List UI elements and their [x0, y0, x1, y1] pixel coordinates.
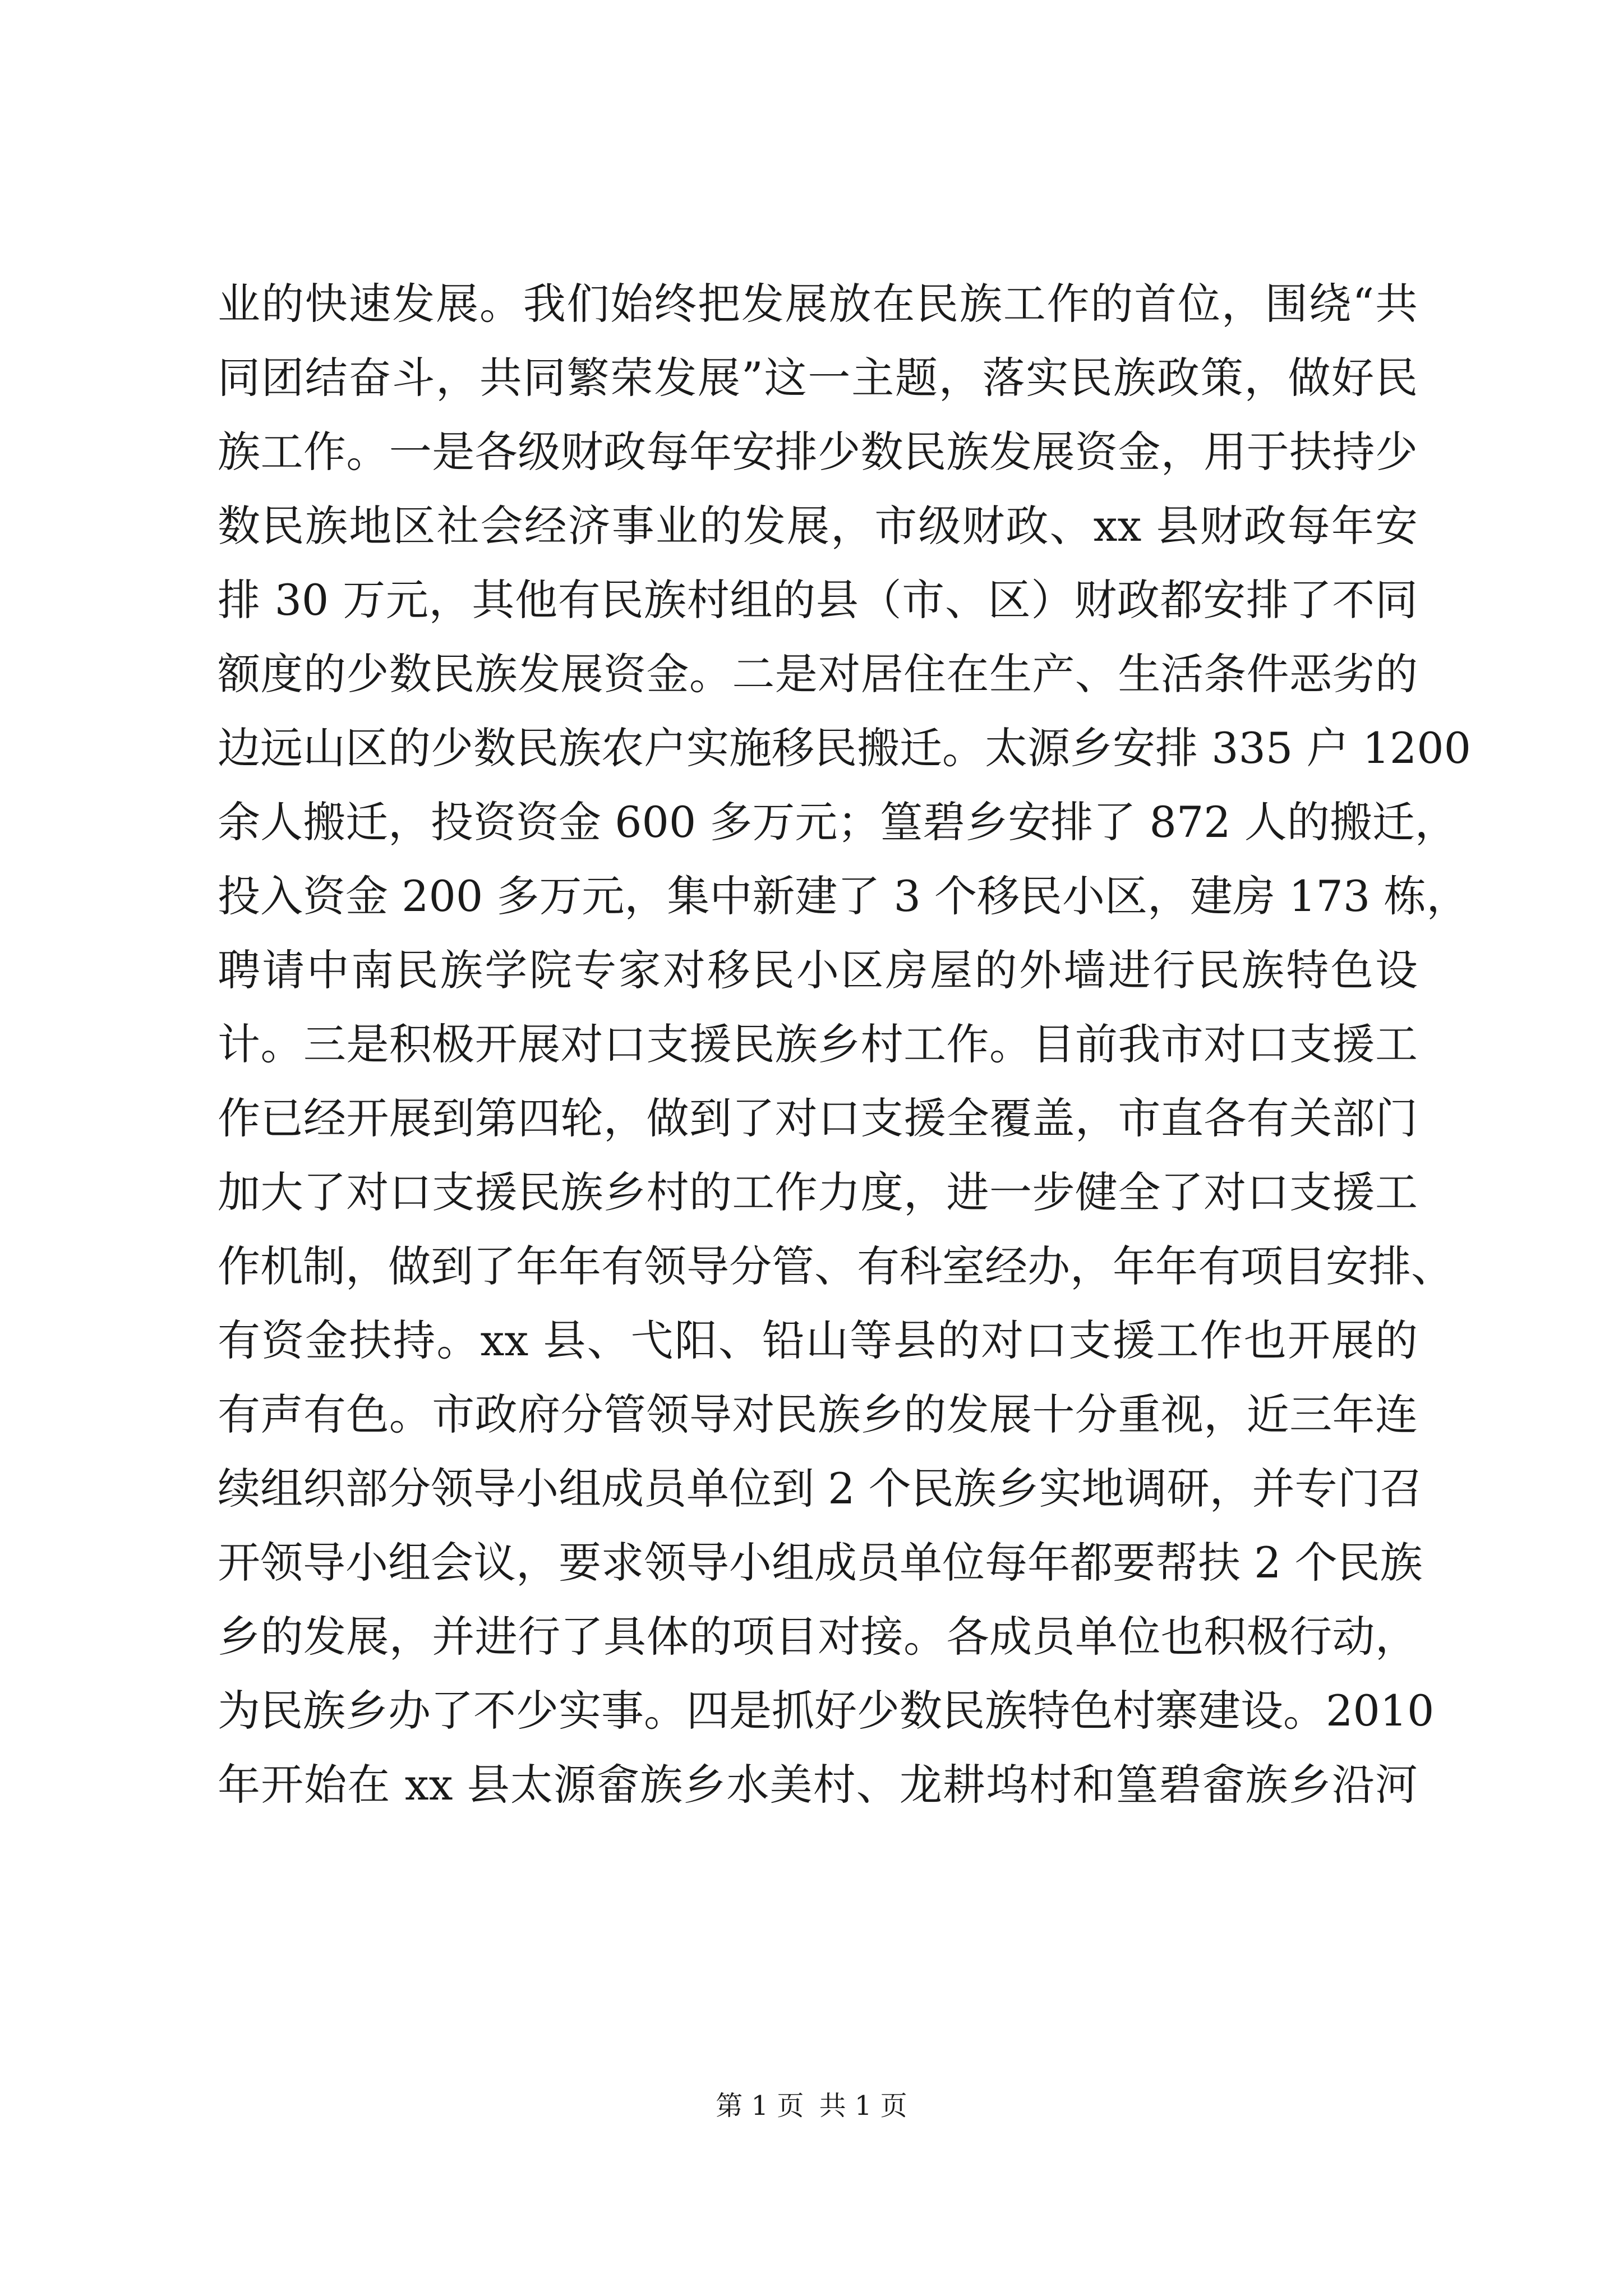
text-line: 额度的少数民族发展资金。二是对居住在生产、生活条件恶劣的 — [218, 649, 1418, 699]
text-line: 加大了对口支援民族乡村的工作力度，进一步健全了对口支援工 — [218, 1167, 1418, 1217]
text-line: 计。三是积极开展对口支援民族乡村工作。目前我市对口支援工 — [218, 1019, 1418, 1069]
text-line: 作已经开展到第四轮，做到了对口支援全覆盖，市直各有关部门 — [218, 1093, 1418, 1143]
text-line: 排 30 万元，其他有民族村组的县（市、区）财政都安排了不同 — [218, 575, 1418, 625]
text-line: 有声有色。市政府分管领导对民族乡的发展十分重视，近三年连 — [218, 1389, 1418, 1439]
text-line: 聘请中南民族学院专家对移民小区房屋的外墙进行民族特色设 — [218, 945, 1418, 995]
text-line: 有资金扶持。xx 县、弋阳、铅山等县的对口支援工作也开展的 — [218, 1315, 1418, 1365]
text-line: 开领导小组会议，要求领导小组成员单位每年都要帮扶 2 个民族 — [218, 1538, 1423, 1588]
text-line: 乡的发展，并进行了具体的项目对接。各成员单位也积极行动， — [218, 1612, 1418, 1662]
text-line: 边远山区的少数民族农户实施移民搬迁。太源乡安排 335 户 1200 — [218, 723, 1471, 773]
text-line: 同团结奋斗，共同繁荣发展”这一主题，落实民族政策，做好民 — [218, 353, 1418, 403]
page-total: 共 1 页 — [819, 2090, 907, 2122]
text-line: 为民族乡办了不少实事。四是抓好少数民族特色村寨建设。2010 — [218, 1686, 1435, 1736]
body-paragraph — [218, 267, 1471, 1822]
page-footer — [0, 2089, 1623, 2123]
text-line: 作机制，做到了年年有领导分管、有科室经办，年年有项目安排、 — [218, 1241, 1454, 1291]
text-line: 投入资金 200 多万元，集中新建了 3 个移民小区，建房 173 栋， — [218, 871, 1469, 921]
text-line: 年开始在 xx 县太源畲族乡水美村、龙耕坞村和篁碧畲族乡沿河 — [218, 1760, 1418, 1810]
text-line: 续组织部分领导小组成员单位到 2 个民族乡实地调研，并专门召 — [218, 1464, 1423, 1513]
text-line: 业的快速发展。我们始终把发展放在民族工作的首位，围绕“共 — [218, 279, 1418, 329]
text-line: 族工作。一是各级财政每年安排少数民族发展资金，用于扶持少 — [218, 427, 1418, 477]
page-number: 第 1 页 — [716, 2090, 804, 2122]
text-line: 余人搬迁，投资资金 600 多万元；篁碧乡安排了 872 人的搬迁， — [218, 797, 1458, 847]
text-line: 数民族地区社会经济事业的发展，市级财政、xx 县财政每年安 — [218, 501, 1418, 551]
